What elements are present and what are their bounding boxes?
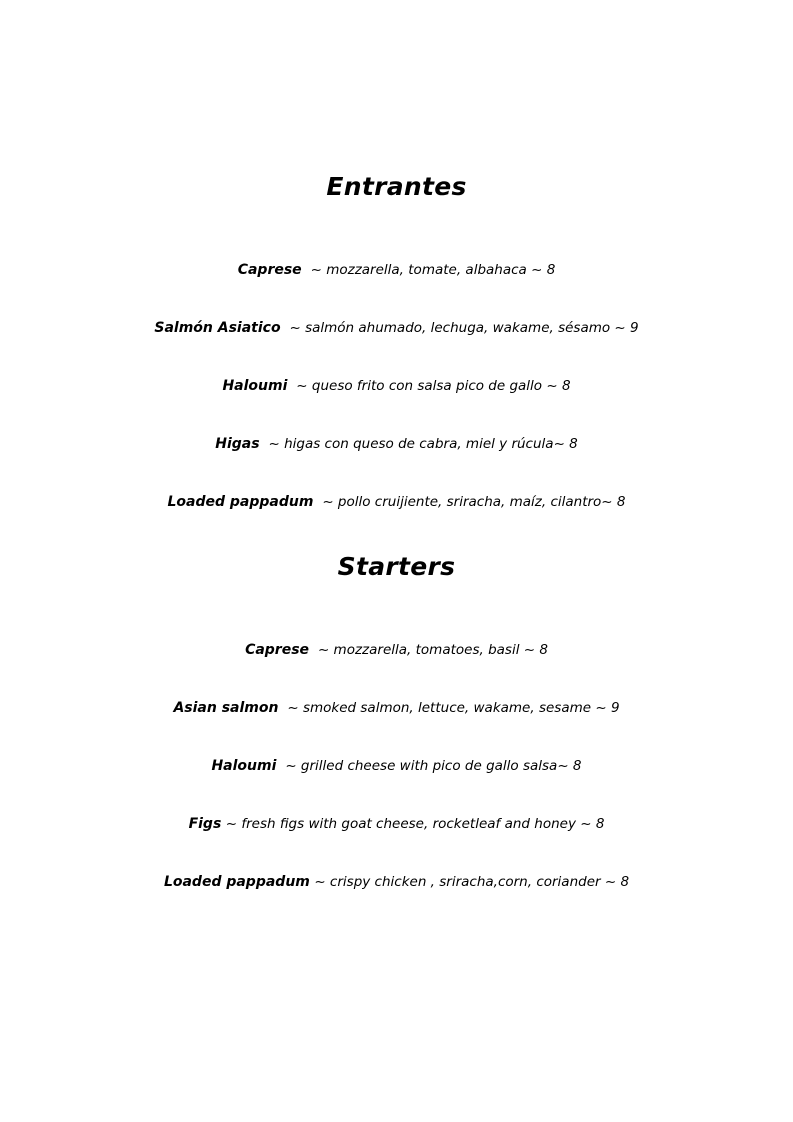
menu-item bbox=[0, 318, 793, 338]
menu-item bbox=[0, 872, 793, 892]
menu-item-name: Salmón Asiatico bbox=[154, 320, 281, 336]
menu-item-description: ~ crispy chicken , sriracha,corn, coriander ~ 8 bbox=[314, 874, 630, 890]
menu-item-name: Loaded pappadum bbox=[163, 874, 310, 890]
menu-item bbox=[0, 492, 793, 512]
menu-item bbox=[0, 640, 793, 660]
menu-item-description: ~ queso frito con salsa pico de gallo ~ 8 bbox=[296, 378, 571, 394]
section-title-starters: Starters bbox=[337, 552, 456, 581]
menu-item-name: Figs bbox=[188, 816, 222, 832]
menu-item-description: ~ grilled cheese with pico de gallo salsa~ 8 bbox=[285, 758, 582, 774]
menu-item-description: ~ smoked salmon, lettuce, wakame, sesame ~ 9 bbox=[287, 700, 620, 716]
menu-item-description: ~ pollo cruijiente, sriracha, maíz, cilantro~ 8 bbox=[322, 494, 626, 510]
menu-item-name: Asian salmon bbox=[173, 700, 279, 716]
menu-item bbox=[0, 814, 793, 834]
menu-item bbox=[0, 756, 793, 776]
menu-item-description: ~ fresh figs with goat cheese, rocketleaf and honey ~ 8 bbox=[225, 816, 605, 832]
menu-item-description: ~ salmón ahumado, lechuga, wakame, sésamo ~ 9 bbox=[289, 320, 639, 336]
section-title-entrantes: Entrantes bbox=[326, 172, 467, 201]
menu-item-name: Loaded pappadum bbox=[167, 494, 314, 510]
menu-item-description: ~ mozzarella, tomatoes, basil ~ 8 bbox=[317, 642, 548, 658]
menu-item-description: ~ higas con queso de cabra, miel y rúcula~ 8 bbox=[268, 436, 578, 452]
menu-item bbox=[0, 260, 793, 280]
menu-item-name: Haloumi bbox=[222, 378, 288, 394]
menu-item-name: Caprese bbox=[237, 262, 302, 278]
menu-item bbox=[0, 698, 793, 718]
menu-item-name: Higas bbox=[215, 436, 260, 452]
menu-item-name: Caprese bbox=[245, 642, 310, 658]
menu-item-description: ~ mozzarella, tomate, albahaca ~ 8 bbox=[310, 262, 556, 278]
menu-item bbox=[0, 376, 793, 396]
menu-item bbox=[0, 434, 793, 454]
menu-item-name: Haloumi bbox=[211, 758, 277, 774]
